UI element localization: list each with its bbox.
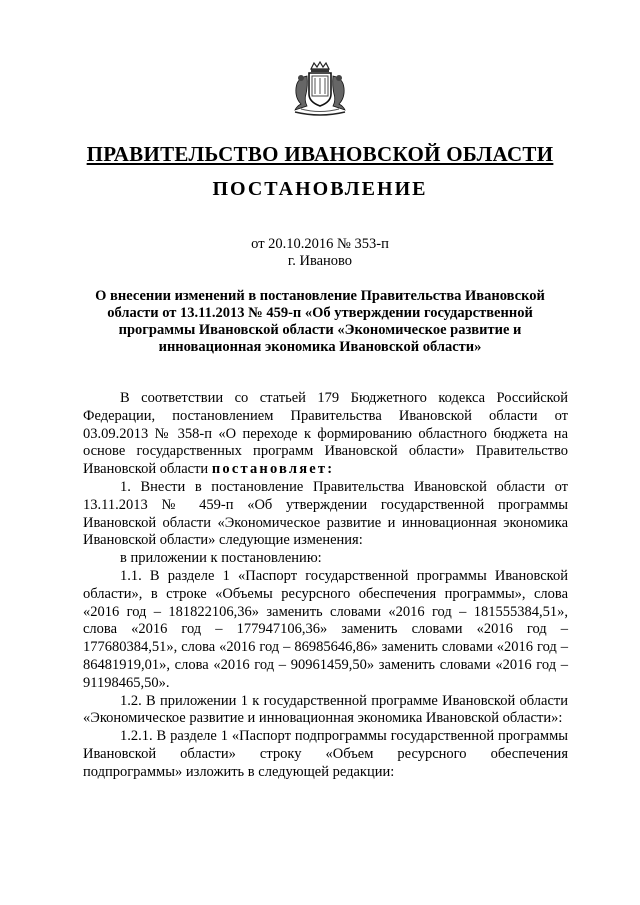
preamble-text: В соответствии со статьей 179 Бюджетного кодекса Российской Федерации, постановлением Правительства Ивановской области от 03.09.2013 № 358-п «О переходе к формированию областного бюджета на основе государственных программ Ивановской области» Правительство Ивановской области: [83, 390, 568, 478]
paragraph-annex: в приложении к постановлению:: [120, 550, 322, 567]
decree-word: постановляет:: [211, 461, 335, 478]
preamble-paragraph: [83, 390, 568, 479]
coat-of-arms-icon: [287, 60, 353, 120]
document-body: [83, 390, 568, 782]
paragraph-1-1: 1.1. В разделе 1 «Паспорт государственной программы Ивановской области», в строке «Объемы ресурсного обеспечения программы», слова «2016 год – 181822106,36» заменить словами «2016 год – 181555384,51», слова «2016 год – 177947106,36» заменить словами «2016 год – 177680384,51», слова «2016 год – 86985646,86» заменить словами «2016 год – 86481919,01», слова «2016 год – 90961459,50» заменить словами «2016 год – 91198465,50».: [83, 567, 568, 691]
paragraph-1-2: 1.2. В приложении 1 к государственной программе Ивановской области «Экономическое развитие и инновационная экономика Ивановской области»:: [83, 692, 568, 727]
date-block: [0, 236, 640, 270]
city: г. Иваново: [287, 253, 353, 269]
document-type: ПОСТАНОВЛЕНИЕ: [212, 178, 428, 200]
organization-name: ПРАВИТЕЛЬСТВО ИВАНОВСКОЙ ОБЛАСТИ: [86, 142, 554, 166]
date-number: от 20.10.2016 № 353-п: [251, 236, 389, 252]
document-title: О внесении изменений в постановление Правительства Ивановской области от 13.11.2013 № 459-п «Об утверждении государственной программы Ивановской области «Экономическое развитие и инновационная экономика Ивановской области»: [95, 288, 545, 355]
paragraph-1: 1. Внести в постановление Правительства Ивановской области от 13.11.2013 № 459-п «Об утверждении государственной программы Ивановской области «Экономическое развитие и инновационная экономика Ивановской области» следующие изменения:: [83, 478, 568, 549]
paragraph-1-2-1: 1.2.1. В разделе 1 «Паспорт подпрограммы государственной программы Ивановской области» строку «Объем ресурсного обеспечения подпрограммы» изложить в следующей редакции:: [83, 728, 568, 780]
